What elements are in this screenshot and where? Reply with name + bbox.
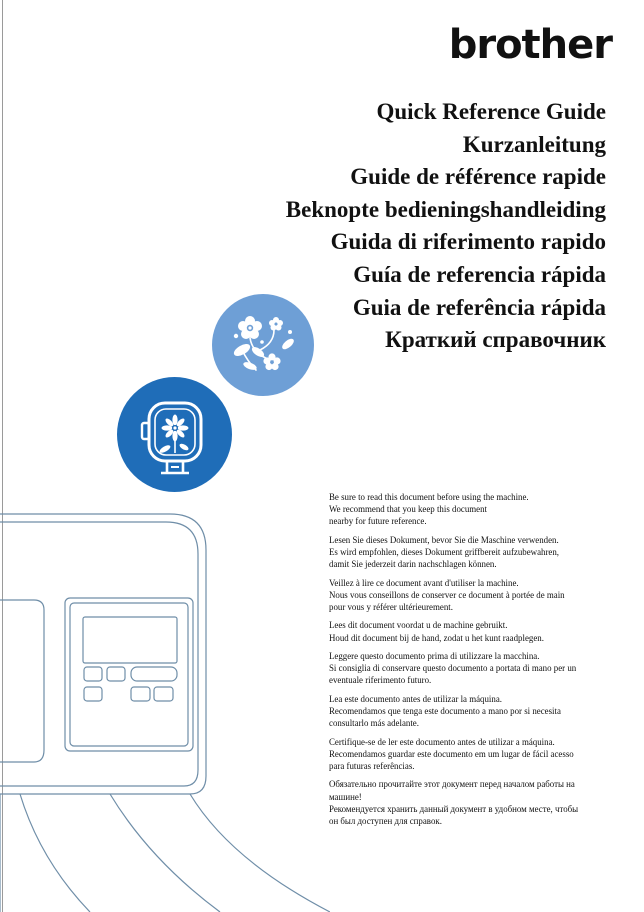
note-en: Be sure to read this document before using the machine. We recommend that you keep this document nearby for future reference. bbox=[329, 492, 529, 527]
note-it: Leggere questo documento prima di utilizzare la macchina. Si consiglia di conservare questo documento a portata di mano per un eventuale riferimento futuro. bbox=[329, 650, 577, 686]
title-pt: Guia de referência rápida bbox=[352, 294, 606, 320]
title-it: Guida di riferimento rapido bbox=[330, 229, 606, 255]
title-es: Guía de referencia rápida bbox=[353, 261, 606, 287]
title-block bbox=[286, 96, 606, 357]
title-de: Kurzanleitung bbox=[462, 131, 606, 157]
note-es: Lea este documento antes de utilizar la máquina. Recomendamos que tenga este documento a mano por si necesita consultarlo más adelante. bbox=[329, 693, 561, 729]
note-nl: Lees dit document voordat u de machine gebruikt. Houd dit document bij de hand, zodat u het kunt raadplegen. bbox=[329, 620, 544, 643]
title-fr: Guide de référence rapide bbox=[350, 164, 606, 190]
usage-notes bbox=[329, 491, 614, 833]
title-ru: Краткий справочник bbox=[385, 327, 606, 353]
note-de: Lesen Sie dieses Dokument, bevor Sie die Maschine verwenden. Es wird empfohlen, dieses Dokument griffbereit aufzubewahren, damit Sie jederzeit darin nachschlagen können. bbox=[329, 534, 560, 570]
embroidery-hoop-icon bbox=[117, 377, 232, 492]
sewing-machine-outline bbox=[0, 500, 330, 912]
note-pt: Certifique-se de ler este documento antes de utilizar a máquina. Recomendamos guardar este documento em um lugar de fácil acesso para futuras referências. bbox=[329, 736, 574, 771]
brand-logo: brother bbox=[448, 22, 612, 68]
title-en: Quick Reference Guide bbox=[376, 99, 606, 124]
note-ru: Обязательно прочитайте этот документ перед началом работы на машине! Рекомендуется хранить данный документ в удобном месте, чтобы он был доступен для справок. bbox=[329, 779, 579, 826]
note-fr: Veillez à lire ce document avant d'utiliser la machine. Nous vous conseillons de conserver ce document à portée de main pour vous y référer ultérieurement. bbox=[329, 577, 565, 612]
title-nl: Beknopte bedieningshandleiding bbox=[285, 196, 606, 222]
